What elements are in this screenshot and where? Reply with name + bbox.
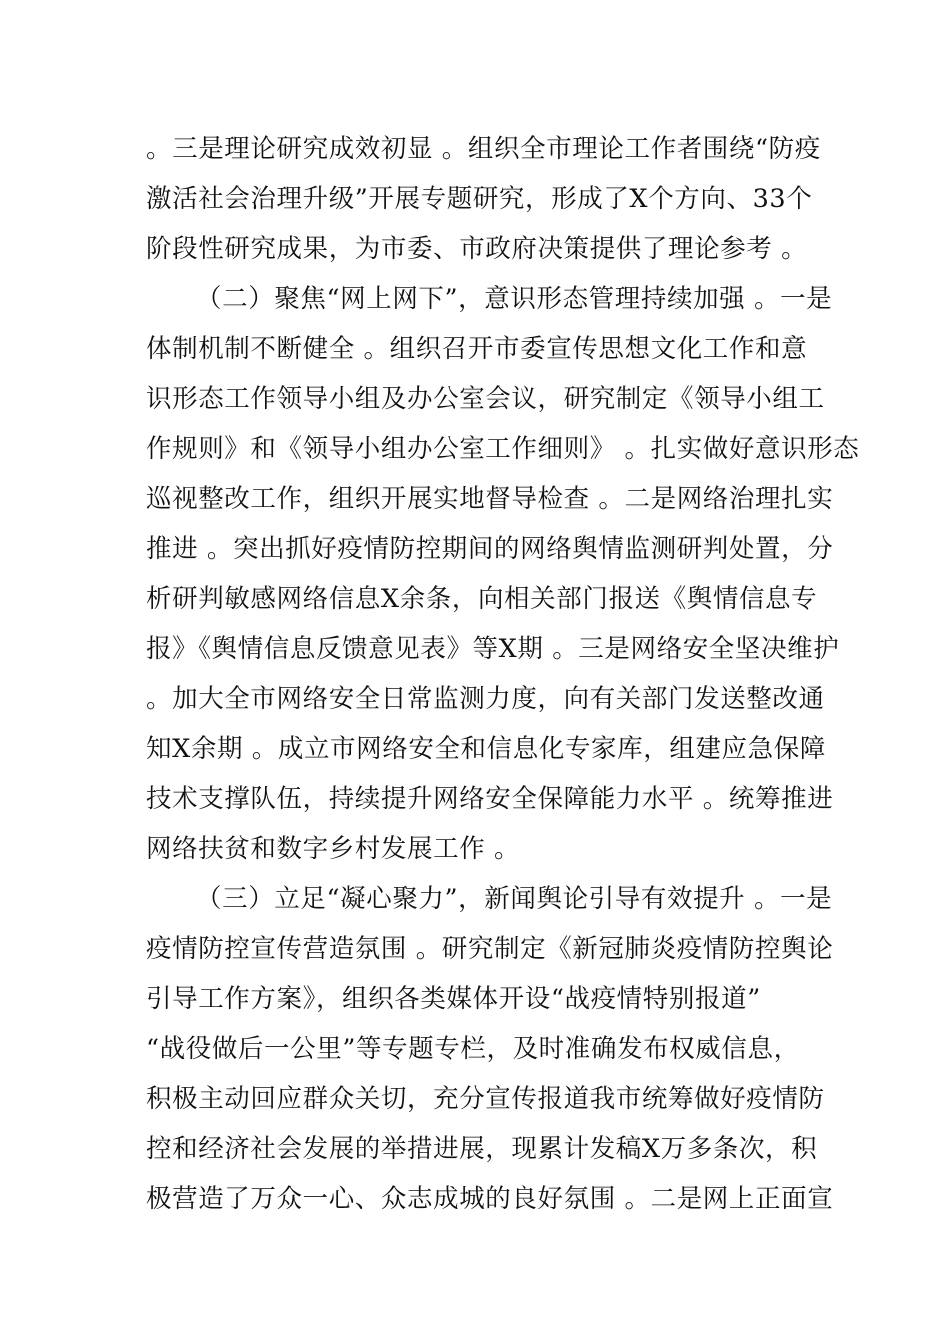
text-line: “战役做后一公里”等专题专栏，及时准确发布权威信息， bbox=[146, 1034, 800, 1064]
text-line: 网络扶贫和数字乡村发展工作 。 bbox=[146, 834, 521, 864]
text-line: 疫情防控宣传营造氛围 。研究制定《新冠肺炎疫情防控舆论 bbox=[146, 934, 834, 964]
text-line: 巡视整改工作，组织开展实地督导检查 。二是网络治理扎实 bbox=[146, 484, 834, 514]
text-line: 极营造了万众一心、众志成城的良好氛围 。二是网上正面宣 bbox=[146, 1184, 834, 1214]
section-heading-line: （三）立足“凝心聚力”，新闻舆论引导有效提升 。一是 bbox=[196, 884, 833, 914]
text-line: 积极主动回应群众关切，充分宣传报道我市统筹做好疫情防 bbox=[146, 1084, 825, 1114]
text-line: 。加大全市网络安全日常监测力度，向有关部门发送整改通 bbox=[146, 684, 825, 714]
text-line: 知X余期 。成立市网络安全和信息化专家库，组建应急保障 bbox=[146, 734, 826, 764]
section-heading-line: （二）聚焦“网上网下”，意识形态管理持续加强 。一是 bbox=[196, 284, 833, 314]
text-line: 识形态工作领导小组及办公室会议，研究制定《领导小组工 bbox=[146, 384, 825, 414]
text-line: 阶段性研究成果，为市委、市政府决策提供了理论参考 。 bbox=[146, 234, 808, 264]
text-line: 引导工作方案》，组织各类媒体开设“战疫情特别报道” bbox=[146, 984, 761, 1014]
text-line: 作规则》和《领导小组办公室工作细则》 。扎实做好意识形态 bbox=[146, 434, 860, 464]
text-line: 技术支撑队伍，持续提升网络安全保障能力水平 。统筹推进 bbox=[146, 784, 834, 814]
text-line: 激活社会治理升级”开展专题研究，形成了X个方向、33个 bbox=[146, 184, 813, 214]
text-line: 体制机制不断健全 。组织召开市委宣传思想文化工作和意 bbox=[146, 334, 808, 364]
text-line: 。三是理论研究成效初显 。组织全市理论工作者围绕“防疫 bbox=[146, 134, 821, 164]
text-line: 析研判敏感网络信息X余条，向相关部门报送《舆情信息专 bbox=[146, 584, 818, 614]
text-line: 报》《舆情信息反馈意见表》等X期 。三是网络安全坚决维护 bbox=[146, 634, 840, 664]
text-line: 控和经济社会发展的举措进展，现累计发稿X万多条次，积 bbox=[146, 1134, 818, 1164]
text-line: 推进 。突出抓好疫情防控期间的网络舆情监测研判处置，分 bbox=[146, 534, 834, 564]
